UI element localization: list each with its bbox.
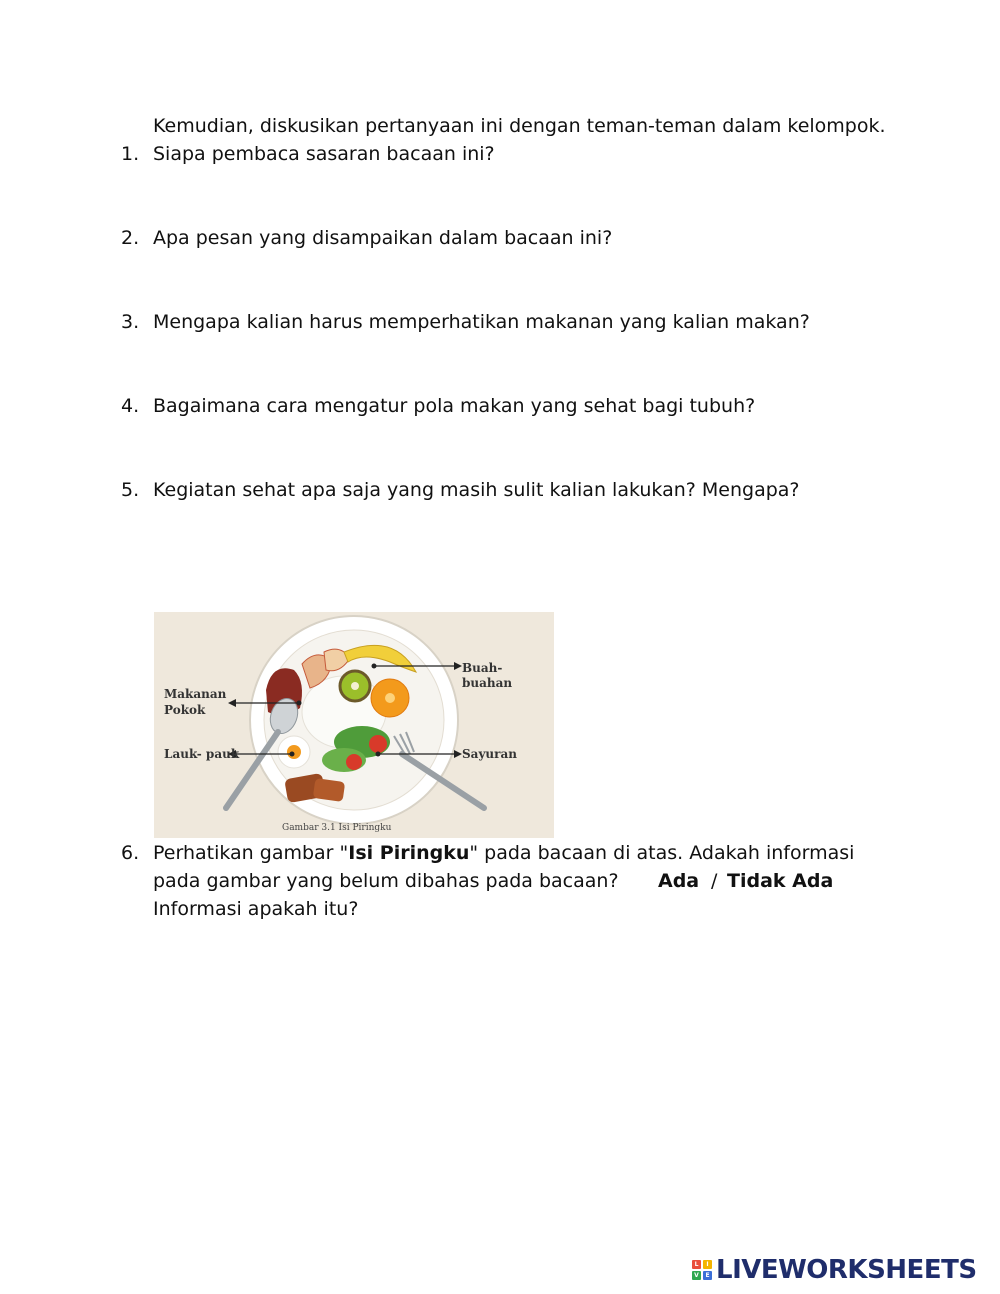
- label-makanan-pokok-2: Pokok: [164, 703, 206, 717]
- q6-line1-prefix: Perhatikan gambar ": [153, 842, 349, 864]
- liveworksheets-logo: [692, 1254, 977, 1286]
- question-text: Mengapa kalian harus memperhatikan makanan yang kalian makan?: [153, 311, 810, 333]
- option-ada[interactable]: Ada: [658, 870, 700, 892]
- plate-illustration: [154, 612, 554, 838]
- q6-line3: Informasi apakah itu?: [153, 898, 359, 920]
- q6-line2: pada gambar yang belum dibahas pada bacaan?: [153, 870, 619, 892]
- question-text: Apa pesan yang disampaikan dalam bacaan ini?: [153, 227, 613, 249]
- option-tidak-ada[interactable]: Tidak Ada: [727, 870, 834, 892]
- q6-line1-suffix: " pada bacaan di atas. Adakah informasi: [469, 842, 855, 864]
- question-number: 2.: [121, 227, 140, 249]
- label-buah-buahan: Buah- buahan: [462, 661, 513, 690]
- isi-piringku-figure: [154, 612, 554, 838]
- question-number: 3.: [121, 311, 140, 333]
- question-number: 6.: [121, 842, 140, 864]
- figure-caption: Gambar 3.1 Isi Piringku: [282, 823, 392, 833]
- question-number: 4.: [121, 395, 140, 417]
- question-text: Kegiatan sehat apa saja yang masih sulit kalian lakukan? Mengapa?: [153, 479, 800, 501]
- q6-line1: [153, 839, 854, 867]
- question-text: Siapa pembaca sasaran bacaan ini?: [153, 143, 495, 165]
- intro-text: Kemudian, diskusikan pertanyaan ini dengan teman-teman dalam kelompok.: [153, 115, 886, 137]
- logo-text: LIVEWORKSHEETS: [716, 1255, 977, 1285]
- label-lauk-pauk: Lauk- pauk: [164, 747, 240, 761]
- question-number: 1.: [121, 143, 140, 165]
- option-separator: /: [711, 870, 718, 892]
- question-number: 5.: [121, 479, 140, 501]
- q6-figure-title: Isi Piringku: [348, 842, 470, 864]
- label-sayuran: Sayuran: [462, 747, 517, 761]
- label-makanan-pokok-1: Makanan: [164, 687, 227, 701]
- logo-mark-icon: L I V E: [692, 1260, 712, 1280]
- question-text: Bagaimana cara mengatur pola makan yang sehat bagi tubuh?: [153, 395, 756, 417]
